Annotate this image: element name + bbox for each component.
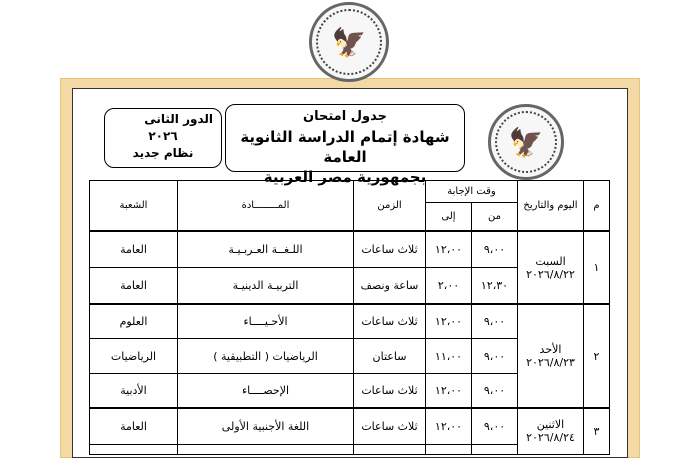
time-from: ١٢،٣٠ [472,268,518,305]
duration: ثلاث ساعات [354,231,426,268]
day-date-cell [518,231,584,304]
header-day-date: اليوم والتاريخ [518,181,584,232]
header-duration: الزمن [354,181,426,232]
day-number: ٣ [584,408,610,455]
time-to: ٢،٠٠ [426,268,472,305]
division: العلوم [90,304,178,339]
duration: ثلاث ساعات [354,373,426,408]
day-number: ١ [584,231,610,304]
year-label: ٢٠٢٦ [148,129,178,143]
time-from: ٩،٠٠ [472,373,518,408]
exam-schedule-table [89,180,610,455]
title-line-3: بجمهورية مصر العربية [263,168,427,186]
eagle-icon: 🦅 [331,25,367,59]
day-date-cell [518,304,584,408]
header-num: م [584,181,610,232]
subject: التربيـة الدينيـة [178,268,354,305]
division: الأدبية [90,373,178,408]
table-row [90,304,610,339]
time-to: ١٢،٠٠ [426,373,472,408]
subject: الأحـيــــاء [178,304,354,339]
day-date: ٢٠٢٦/٨/٢٢ [526,267,575,281]
subject: الإحصــــاء [178,373,354,408]
day-number: ٢ [584,304,610,408]
title-line-2: شهادة إتمام الدراسة الثانوية العامة [240,128,450,166]
header-from: من [472,203,518,231]
duration: ساعتان [354,339,426,374]
time-to: ١٢،٠٠ [426,408,472,445]
duration: ساعة ونصف [354,268,426,305]
title-line-1: جدول امتحان [303,109,387,124]
time-from: ٩،٠٠ [472,304,518,339]
title-box [225,104,465,186]
division: العامة [90,268,178,305]
subject: الرياضيات ( التطبيقية ) [178,339,354,374]
time-from: ٩،٠٠ [472,339,518,374]
header-division: الشعبة [90,181,178,232]
day-name: الاثنين [536,418,565,432]
day-date: ٢٠٢٦/٨/٢٣ [526,356,575,370]
time-from: ٩،٠٠ [472,231,518,268]
duration: ثلاث ساعات [354,408,426,445]
eagle-icon: 🦅 [508,125,544,159]
time-to: ١٢،٠٠ [426,231,472,268]
exam-round-box [104,108,222,168]
subject: اللغة الأجنبية الأولى [178,408,354,445]
day-date: ٢٠٢٦/٨/٢٤ [526,431,575,445]
header-subject: المــــــــادة [178,181,354,232]
subject: اللـغــة العـربـيـة [178,231,354,268]
system-label: نظام جديد [132,146,194,160]
division: الرياضيات [90,339,178,374]
header-answer-time: وقت الإجابة [426,181,518,203]
duration: ثلاث ساعات [354,304,426,339]
division: العامة [90,408,178,445]
ministry-logo-seal [488,104,564,180]
table-row [90,231,610,268]
day-date-cell [518,408,584,455]
day-name: السبت [535,254,566,268]
time-from: ٩،٠٠ [472,408,518,445]
round-label: الدور الثانى [144,112,213,126]
table-row [90,408,610,445]
header-to: إلى [426,203,472,231]
day-name: الأحد [539,343,562,357]
time-to: ١٢،٠٠ [426,304,472,339]
division: العامة [90,231,178,268]
time-to: ١١،٠٠ [426,339,472,374]
ministry-logo-top [309,2,389,82]
